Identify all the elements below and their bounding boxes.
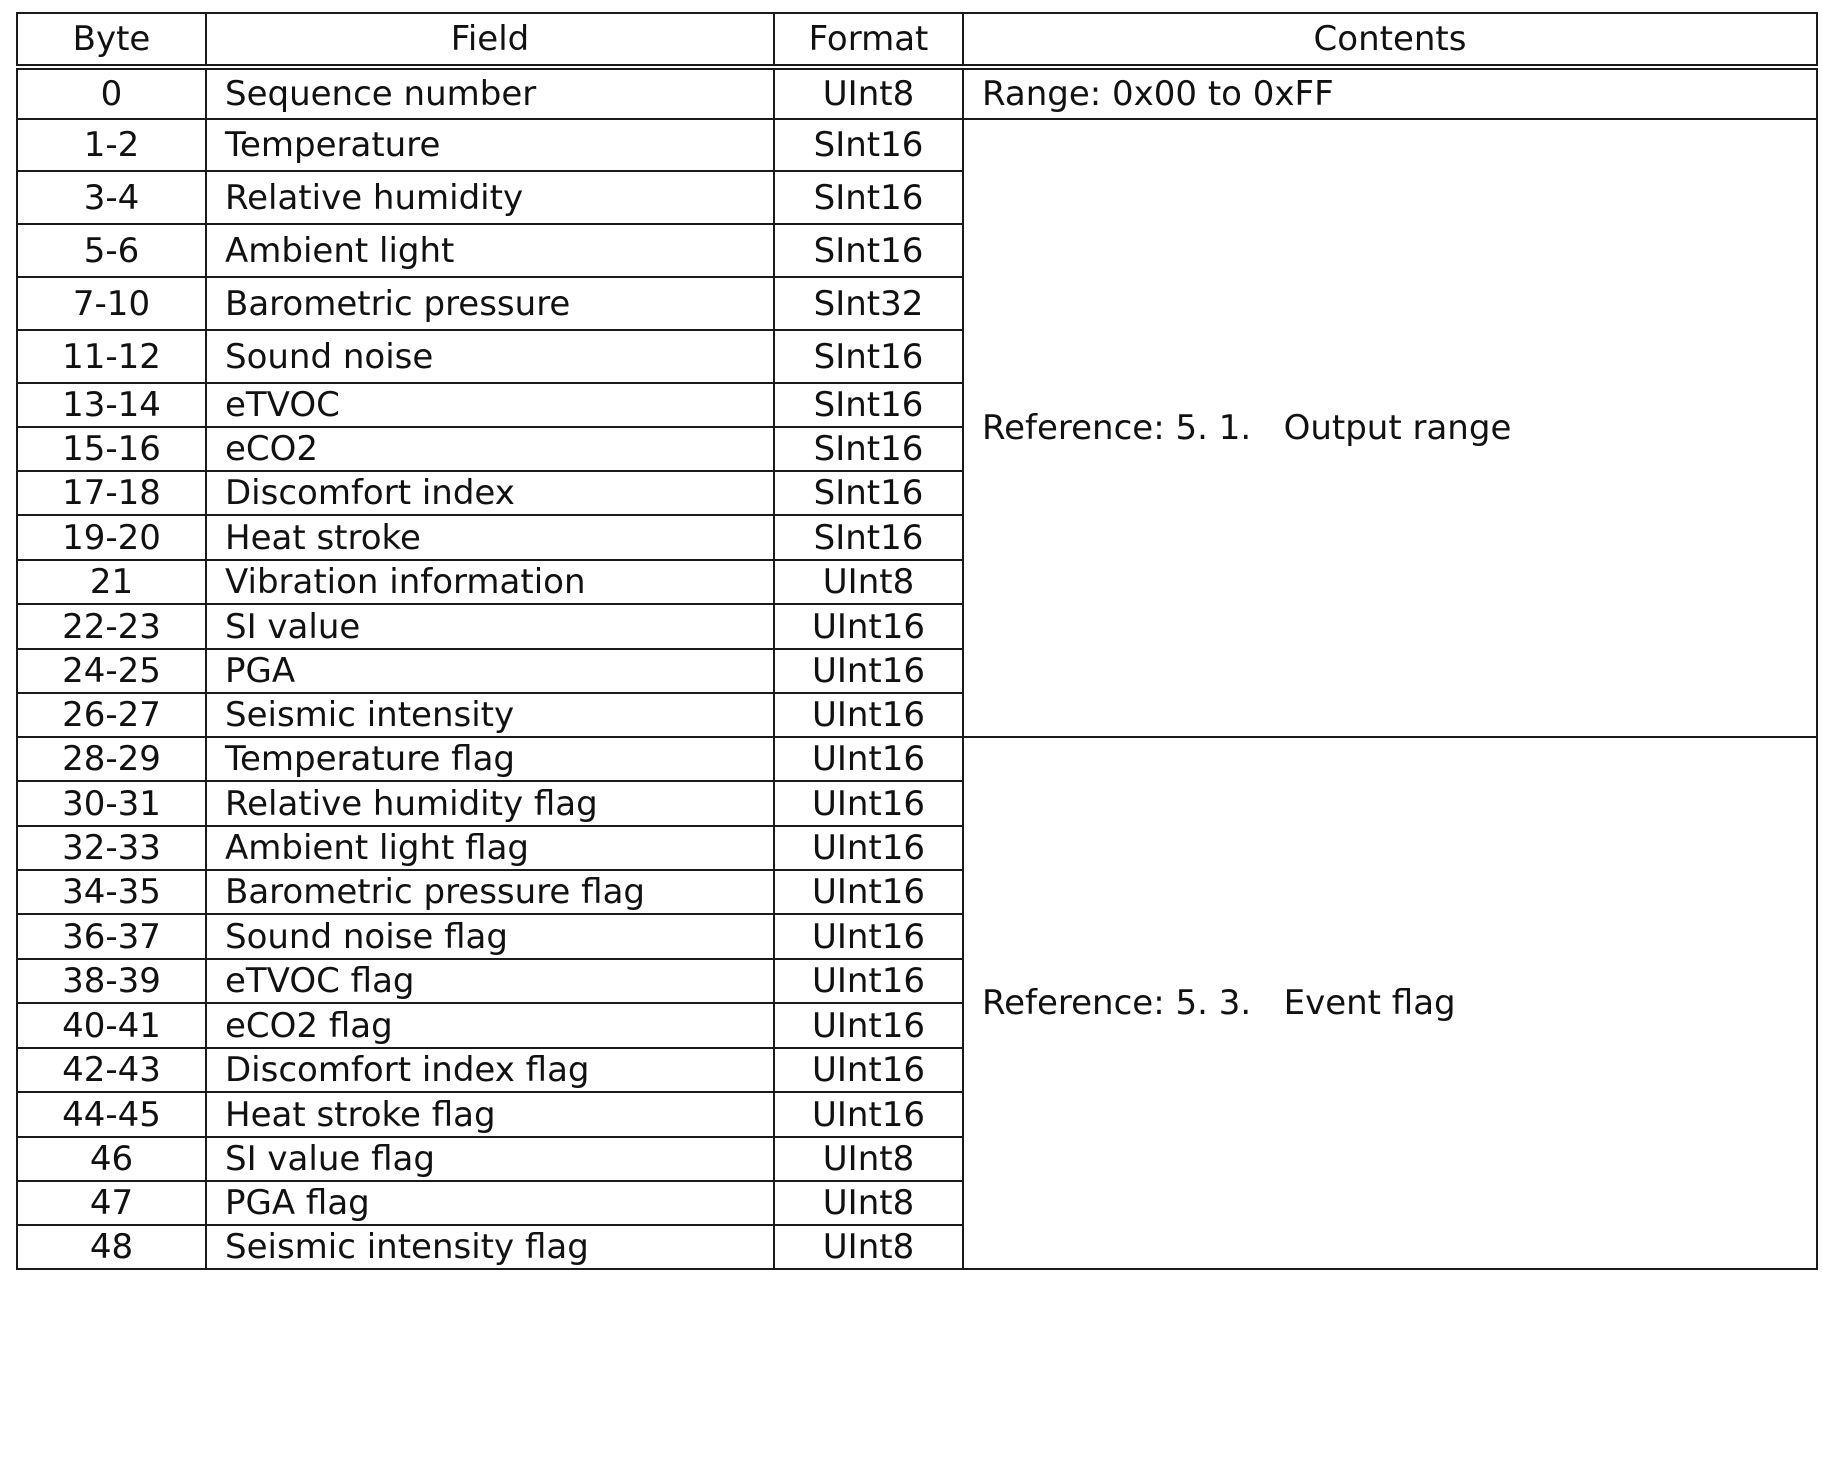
- byte-cell: 17-18: [17, 471, 206, 515]
- byte-cell: 46: [17, 1137, 206, 1181]
- format-cell: UInt16: [774, 737, 963, 781]
- format-cell: SInt16: [774, 471, 963, 515]
- byte-cell: 38-39: [17, 959, 206, 1003]
- byte-cell: 32-33: [17, 826, 206, 870]
- field-cell: Ambient light flag: [206, 826, 774, 870]
- header-format: Format: [774, 13, 963, 67]
- header-contents: Contents: [963, 13, 1817, 67]
- byte-cell: 48: [17, 1225, 206, 1269]
- contents-cell: Range: 0x00 to 0xFF: [963, 67, 1817, 119]
- field-cell: Discomfort index flag: [206, 1048, 774, 1092]
- contents-cell: Reference: 5. 1. Output range: [963, 119, 1817, 737]
- format-cell: UInt16: [774, 959, 963, 1003]
- field-cell: Barometric pressure flag: [206, 870, 774, 914]
- format-cell: SInt16: [774, 427, 963, 471]
- table-row: [17, 737, 1817, 781]
- format-cell: UInt16: [774, 1092, 963, 1137]
- format-cell: UInt16: [774, 781, 963, 826]
- format-cell: UInt8: [774, 67, 963, 119]
- byte-cell: 24-25: [17, 649, 206, 693]
- format-cell: SInt16: [774, 515, 963, 560]
- field-cell: eCO2: [206, 427, 774, 471]
- field-cell: Ambient light: [206, 224, 774, 277]
- format-cell: SInt32: [774, 277, 963, 330]
- field-cell: Seismic intensity flag: [206, 1225, 774, 1269]
- format-cell: UInt16: [774, 826, 963, 870]
- byte-cell: 0: [17, 67, 206, 119]
- field-cell: SI value: [206, 604, 774, 649]
- format-cell: UInt16: [774, 914, 963, 959]
- format-cell: UInt16: [774, 870, 963, 914]
- byte-cell: 19-20: [17, 515, 206, 560]
- format-cell: UInt16: [774, 604, 963, 649]
- contents-cell: Reference: 5. 3. Event flag: [963, 737, 1817, 1269]
- format-cell: UInt16: [774, 693, 963, 737]
- table-header: [17, 13, 1817, 67]
- field-cell: Relative humidity flag: [206, 781, 774, 826]
- format-cell: UInt8: [774, 560, 963, 604]
- byte-cell: 3-4: [17, 171, 206, 224]
- field-cell: PGA flag: [206, 1181, 774, 1225]
- header-field: Field: [206, 13, 774, 67]
- byte-cell: 40-41: [17, 1003, 206, 1048]
- byte-cell: 28-29: [17, 737, 206, 781]
- byte-cell: 42-43: [17, 1048, 206, 1092]
- field-cell: Vibration information: [206, 560, 774, 604]
- table-body: [17, 67, 1817, 1269]
- format-cell: UInt8: [774, 1137, 963, 1181]
- byte-cell: 47: [17, 1181, 206, 1225]
- field-cell: Seismic intensity: [206, 693, 774, 737]
- byte-cell: 44-45: [17, 1092, 206, 1137]
- field-cell: Sound noise: [206, 330, 774, 383]
- format-cell: SInt16: [774, 383, 963, 427]
- table-row: [17, 67, 1817, 119]
- field-cell: Temperature flag: [206, 737, 774, 781]
- format-cell: UInt16: [774, 649, 963, 693]
- byte-cell: 13-14: [17, 383, 206, 427]
- format-cell: SInt16: [774, 224, 963, 277]
- table-row: [17, 119, 1817, 171]
- byte-cell: 34-35: [17, 870, 206, 914]
- field-cell: Temperature: [206, 119, 774, 171]
- field-cell: Sequence number: [206, 67, 774, 119]
- field-cell: eTVOC: [206, 383, 774, 427]
- byte-cell: 11-12: [17, 330, 206, 383]
- byte-cell: 36-37: [17, 914, 206, 959]
- field-cell: Heat stroke flag: [206, 1092, 774, 1137]
- field-cell: PGA: [206, 649, 774, 693]
- byte-cell: 30-31: [17, 781, 206, 826]
- header-byte: Byte: [17, 13, 206, 67]
- byte-cell: 7-10: [17, 277, 206, 330]
- format-cell: SInt16: [774, 330, 963, 383]
- field-cell: eTVOC flag: [206, 959, 774, 1003]
- field-cell: Heat stroke: [206, 515, 774, 560]
- format-cell: SInt16: [774, 171, 963, 224]
- field-cell: Relative humidity: [206, 171, 774, 224]
- byte-cell: 26-27: [17, 693, 206, 737]
- format-cell: UInt8: [774, 1181, 963, 1225]
- byte-cell: 5-6: [17, 224, 206, 277]
- format-cell: UInt16: [774, 1003, 963, 1048]
- format-cell: SInt16: [774, 119, 963, 171]
- format-cell: UInt8: [774, 1225, 963, 1269]
- byte-cell: 15-16: [17, 427, 206, 471]
- field-cell: eCO2 flag: [206, 1003, 774, 1048]
- byte-cell: 1-2: [17, 119, 206, 171]
- byte-cell: 22-23: [17, 604, 206, 649]
- field-cell: Sound noise flag: [206, 914, 774, 959]
- data-format-table: [16, 12, 1818, 1270]
- format-cell: UInt16: [774, 1048, 963, 1092]
- field-cell: Barometric pressure: [206, 277, 774, 330]
- field-cell: Discomfort index: [206, 471, 774, 515]
- header-row: [17, 13, 1817, 67]
- field-cell: SI value flag: [206, 1137, 774, 1181]
- byte-cell: 21: [17, 560, 206, 604]
